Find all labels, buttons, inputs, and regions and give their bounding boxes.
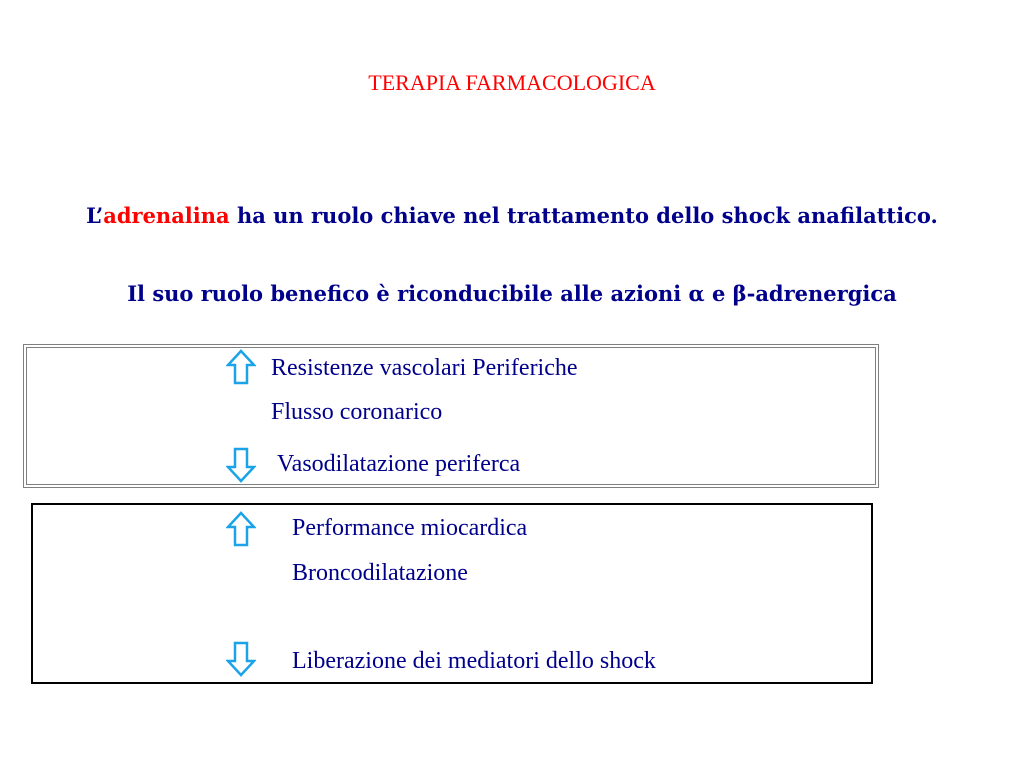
- intro-line-2: Il suo ruolo benefico è riconducibile alle azioni α e β-adrenergica: [127, 281, 897, 306]
- up-arrow-icon: [226, 349, 256, 385]
- up-arrow-icon: [226, 511, 256, 547]
- intro-rest: ha un ruolo chiave nel trattamento dello shock anafilattico.: [229, 203, 938, 228]
- down-arrow-icon: [226, 447, 256, 483]
- alpha-up-item: Flusso coronarico: [271, 399, 443, 425]
- adrenalina-highlight: adrenalina: [103, 203, 230, 228]
- beta-down-item: Liberazione dei mediatori dello shock: [292, 648, 656, 674]
- beta-up-item: Performance miocardica: [292, 515, 528, 541]
- alpha-up-item: Resistenze vascolari Periferiche: [271, 355, 578, 381]
- intro-paragraph: [40, 200, 984, 232]
- beta-up-item: Broncodilatazione: [292, 560, 468, 586]
- alpha-down-item: Vasodilatazione periferca: [277, 451, 521, 477]
- intro-prefix: L’: [86, 203, 104, 228]
- slide-title: TERAPIA FARMACOLOGICA: [368, 70, 656, 95]
- down-arrow-icon: [226, 641, 256, 677]
